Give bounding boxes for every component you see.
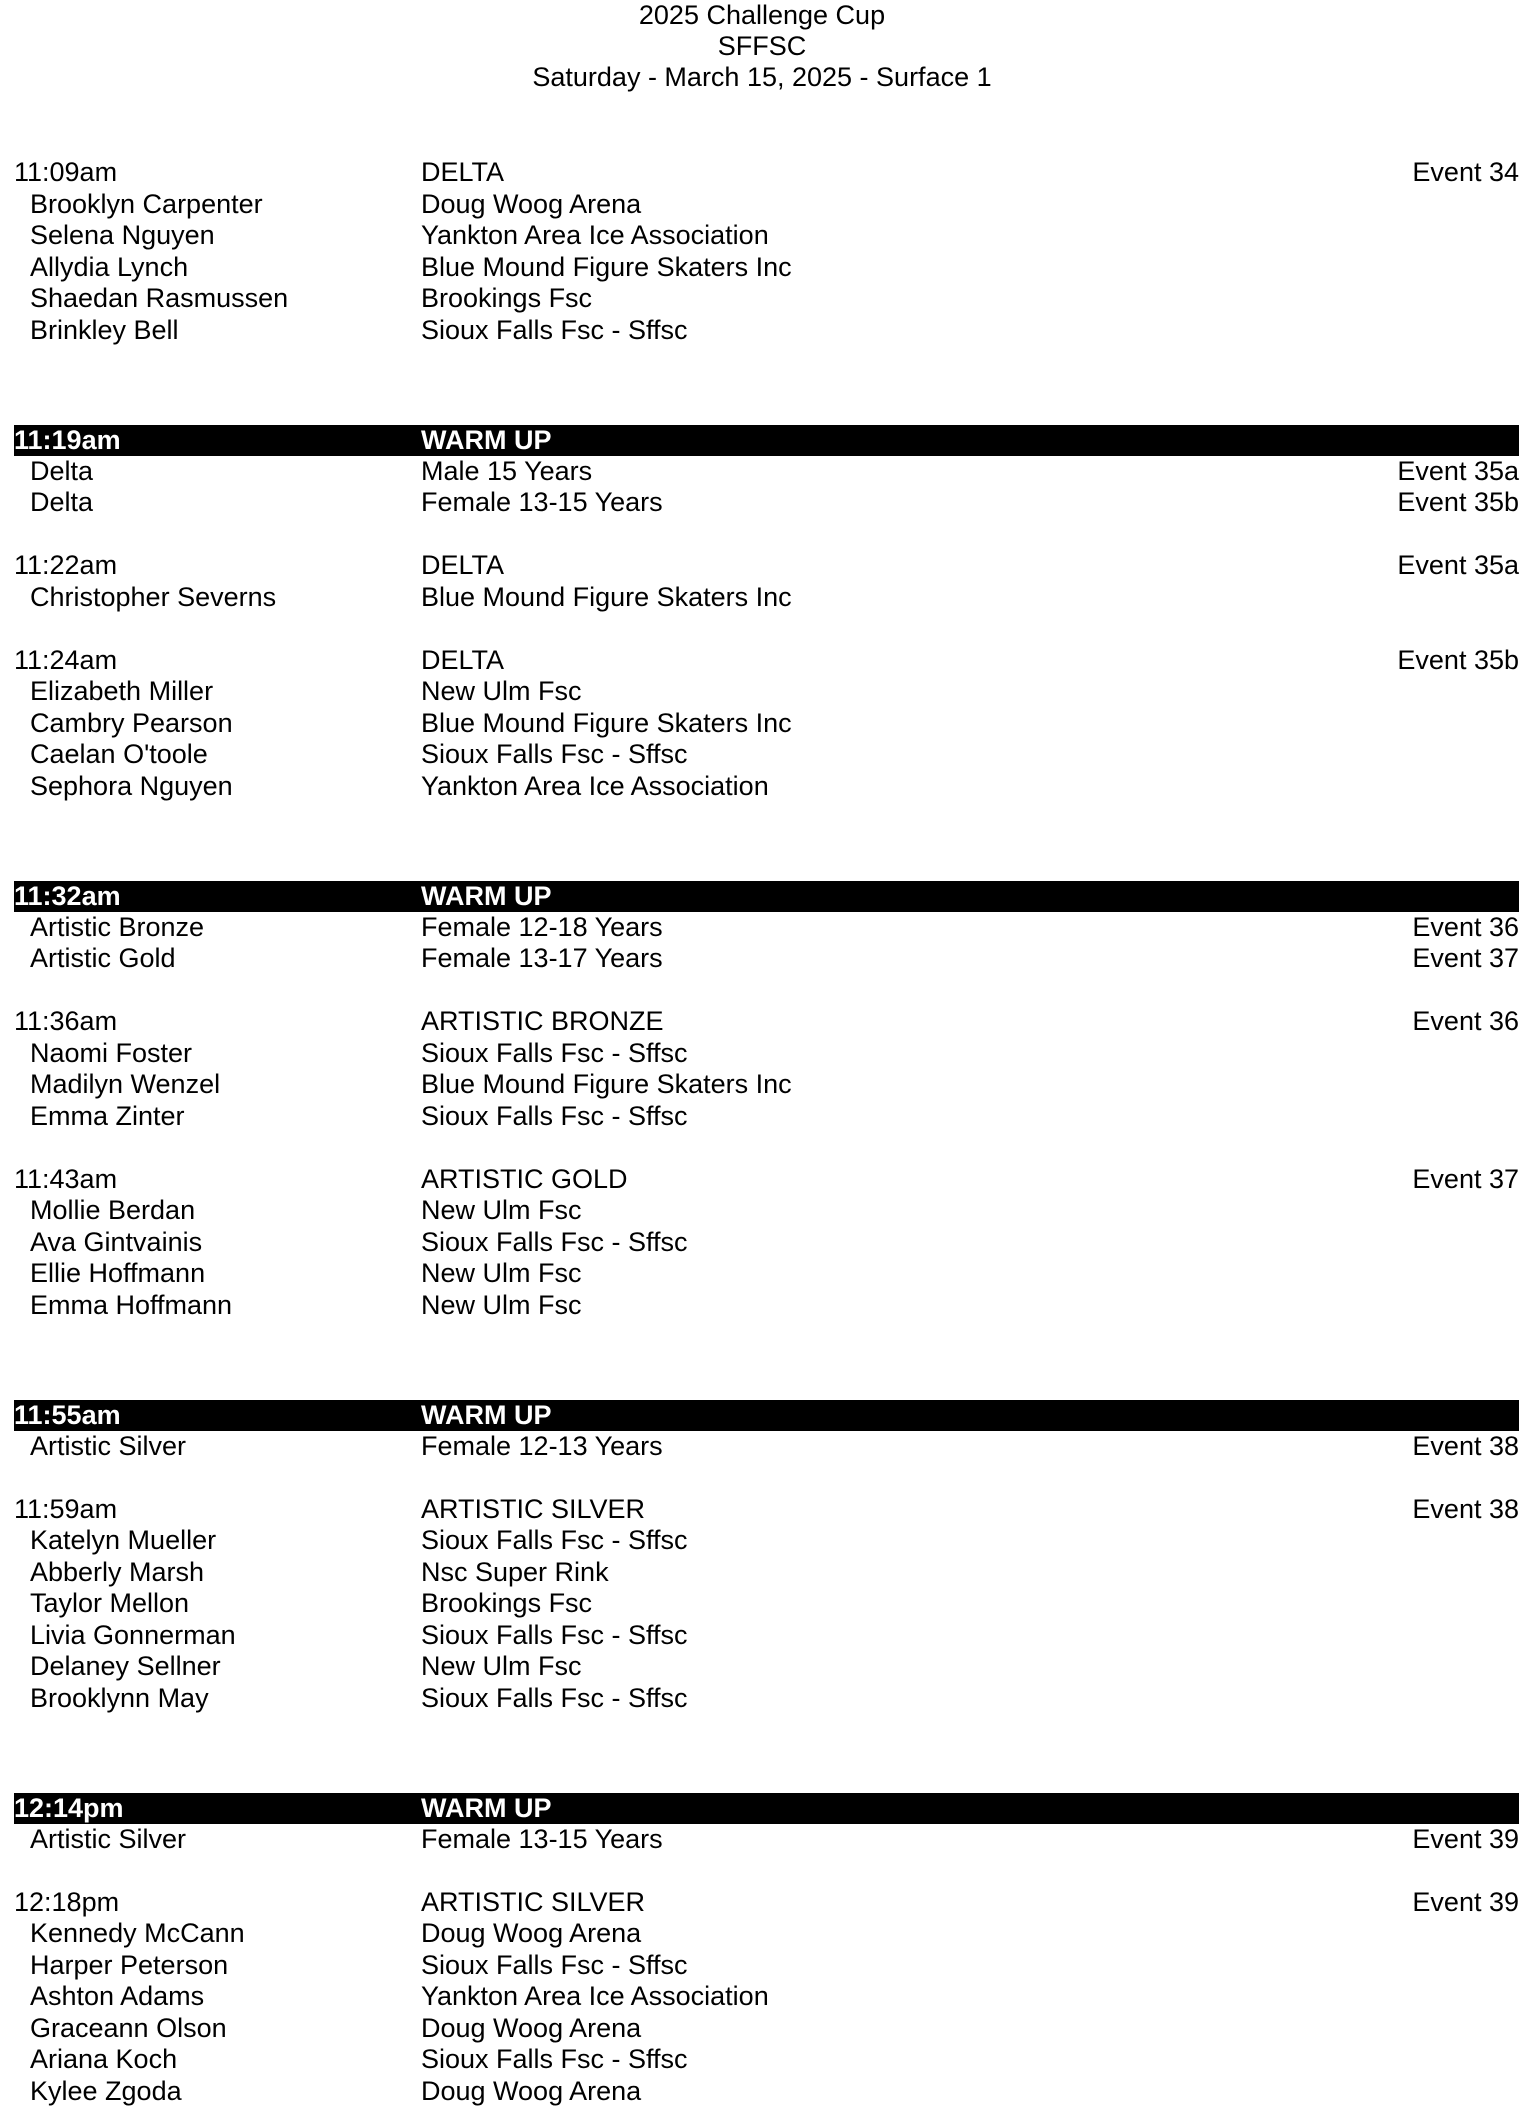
event-number: Event 34 — [1412, 157, 1519, 189]
warmup-category: Female 13-15 Years — [421, 487, 663, 519]
warmup-level: Artistic Silver — [30, 1431, 186, 1463]
event-start-time: 12:18pm — [14, 1887, 119, 1919]
warmup-category: Male 15 Years — [421, 456, 592, 488]
warmup-time: 11:55am — [14, 1400, 121, 1432]
warmup-group-row — [14, 912, 1519, 944]
event-start-time: 11:09am — [14, 157, 117, 189]
warmup-event-number: Event 38 — [1412, 1431, 1519, 1463]
skater-row — [14, 739, 1519, 771]
skater-club: Brookings Fsc — [421, 283, 592, 315]
event-number: Event 37 — [1412, 1164, 1519, 1196]
skater-name: Christopher Severns — [30, 582, 276, 614]
skater-name: Selena Nguyen — [30, 220, 215, 252]
warmup-category: Female 13-17 Years — [421, 943, 663, 975]
spacer — [14, 1761, 1519, 1793]
skater-row — [14, 1290, 1519, 1322]
warmup-category: Female 13-15 Years — [421, 1824, 663, 1856]
skater-club: Sioux Falls Fsc - Sffsc — [421, 1620, 688, 1652]
warmup-level: Artistic Silver — [30, 1824, 186, 1856]
warmup-title: WARM UP — [421, 425, 552, 457]
organization-name: SFFSC — [0, 31, 1524, 62]
skater-club: Sioux Falls Fsc - Sffsc — [421, 739, 688, 771]
event-number: Event 38 — [1412, 1494, 1519, 1526]
skater-name: Emma Hoffmann — [30, 1290, 232, 1322]
skater-name: Madilyn Wenzel — [30, 1069, 220, 1101]
skater-name: Ariana Koch — [30, 2044, 177, 2076]
event-header-row — [14, 1494, 1519, 1526]
warmup-header-bar — [14, 881, 1519, 912]
warmup-event-number: Event 35b — [1397, 487, 1519, 519]
spacer — [14, 519, 1519, 551]
spacer — [14, 1714, 1519, 1761]
spacer — [14, 346, 1519, 393]
warmup-group-row — [14, 1431, 1519, 1463]
skater-name: Brooklynn May — [30, 1683, 209, 1715]
spacer — [14, 1132, 1519, 1164]
skater-club: Yankton Area Ice Association — [421, 771, 769, 803]
skater-club: Doug Woog Arena — [421, 2076, 641, 2107]
event-level-title: DELTA — [421, 157, 504, 189]
warmup-event-number: Event 35a — [1397, 456, 1519, 488]
spacer — [14, 975, 1519, 1007]
skater-row — [14, 252, 1519, 284]
warmup-group-row — [14, 943, 1519, 975]
skater-row — [14, 1651, 1519, 1683]
event-start-time: 11:59am — [14, 1494, 117, 1526]
skater-club: Yankton Area Ice Association — [421, 220, 769, 252]
warmup-title: WARM UP — [421, 881, 552, 913]
event-start-time: 11:22am — [14, 550, 117, 582]
skater-name: Taylor Mellon — [30, 1588, 189, 1620]
event-header-row — [14, 550, 1519, 582]
skater-row — [14, 1981, 1519, 2013]
skater-club: Sioux Falls Fsc - Sffsc — [421, 1683, 688, 1715]
page-title: 2025 Challenge Cup — [0, 0, 1524, 31]
skater-name: Katelyn Mueller — [30, 1525, 216, 1557]
skater-club: Sioux Falls Fsc - Sffsc — [421, 1227, 688, 1259]
event-start-time: 11:24am — [14, 645, 117, 677]
skater-row — [14, 1588, 1519, 1620]
skater-row — [14, 676, 1519, 708]
event-level-title: DELTA — [421, 550, 504, 582]
event-level-title: DELTA — [421, 645, 504, 677]
skater-name: Abberly Marsh — [30, 1557, 204, 1589]
skater-row — [14, 1918, 1519, 1950]
event-start-time: 11:36am — [14, 1006, 117, 1038]
skater-name: Brinkley Bell — [30, 315, 179, 347]
skater-name: Brooklyn Carpenter — [30, 189, 263, 221]
skater-row — [14, 1258, 1519, 1290]
skater-club: New Ulm Fsc — [421, 1258, 582, 1290]
skater-club: Doug Woog Arena — [421, 2013, 641, 2045]
skater-club: New Ulm Fsc — [421, 1651, 582, 1683]
skater-club: Yankton Area Ice Association — [421, 1981, 769, 2013]
skater-name: Livia Gonnerman — [30, 1620, 236, 1652]
spacer — [14, 802, 1519, 849]
skater-name: Cambry Pearson — [30, 708, 233, 740]
skater-name: Sephora Nguyen — [30, 771, 233, 803]
skater-club: Blue Mound Figure Skaters Inc — [421, 582, 792, 614]
skater-name: Caelan O'toole — [30, 739, 208, 771]
schedule-list — [14, 157, 1519, 2107]
skater-row — [14, 708, 1519, 740]
skater-club: Sioux Falls Fsc - Sffsc — [421, 1950, 688, 1982]
skater-row — [14, 189, 1519, 221]
warmup-category: Female 12-18 Years — [421, 912, 663, 944]
warmup-category: Female 12-13 Years — [421, 1431, 663, 1463]
skater-name: Allydia Lynch — [30, 252, 188, 284]
warmup-title: WARM UP — [421, 1400, 552, 1432]
skater-row — [14, 1525, 1519, 1557]
event-header-row — [14, 157, 1519, 189]
date-surface-line: Saturday - March 15, 2025 - Surface 1 — [0, 62, 1524, 93]
skater-row — [14, 1557, 1519, 1589]
event-header-row — [14, 1887, 1519, 1919]
skater-name: Emma Zinter — [30, 1101, 185, 1133]
warmup-event-number: Event 39 — [1412, 1824, 1519, 1856]
skater-name: Delaney Sellner — [30, 1651, 221, 1683]
warmup-group-row — [14, 487, 1519, 519]
skater-row — [14, 2013, 1519, 2045]
skater-club: Blue Mound Figure Skaters Inc — [421, 252, 792, 284]
warmup-level: Artistic Bronze — [30, 912, 204, 944]
warmup-level: Delta — [30, 487, 93, 519]
skater-name: Kylee Zgoda — [30, 2076, 182, 2107]
spacer — [14, 1462, 1519, 1494]
skater-row — [14, 582, 1519, 614]
skater-name: Ashton Adams — [30, 1981, 204, 2013]
event-number: Event 36 — [1412, 1006, 1519, 1038]
event-header-row — [14, 1006, 1519, 1038]
skater-row — [14, 1038, 1519, 1070]
warmup-event-number: Event 37 — [1412, 943, 1519, 975]
skater-row — [14, 1950, 1519, 1982]
spacer — [14, 849, 1519, 881]
skater-club: Sioux Falls Fsc - Sffsc — [421, 2044, 688, 2076]
event-number: Event 35a — [1397, 550, 1519, 582]
event-level-title: ARTISTIC SILVER — [421, 1494, 645, 1526]
spacer — [14, 613, 1519, 645]
spacer — [14, 393, 1519, 425]
skater-club: Blue Mound Figure Skaters Inc — [421, 708, 792, 740]
skater-row — [14, 771, 1519, 803]
skater-name: Graceann Olson — [30, 2013, 227, 2045]
skater-name: Ava Gintvainis — [30, 1227, 202, 1259]
skater-row — [14, 283, 1519, 315]
event-number: Event 39 — [1412, 1887, 1519, 1919]
event-level-title: ARTISTIC BRONZE — [421, 1006, 664, 1038]
skater-row — [14, 2076, 1519, 2107]
skater-name: Elizabeth Miller — [30, 676, 213, 708]
skater-name: Naomi Foster — [30, 1038, 192, 1070]
event-header-row — [14, 1164, 1519, 1196]
skater-club: Nsc Super Rink — [421, 1557, 609, 1589]
skater-row — [14, 220, 1519, 252]
warmup-time: 11:32am — [14, 881, 121, 913]
skater-name: Harper Peterson — [30, 1950, 228, 1982]
warmup-title: WARM UP — [421, 1793, 552, 1825]
skater-name: Kennedy McCann — [30, 1918, 245, 1950]
warmup-time: 11:19am — [14, 425, 121, 457]
spacer — [14, 1855, 1519, 1887]
skater-club: Sioux Falls Fsc - Sffsc — [421, 1101, 688, 1133]
warmup-group-row — [14, 1824, 1519, 1856]
warmup-event-number: Event 36 — [1412, 912, 1519, 944]
warmup-level: Artistic Gold — [30, 943, 176, 975]
event-level-title: ARTISTIC GOLD — [421, 1164, 628, 1196]
skater-club: Doug Woog Arena — [421, 189, 641, 221]
skater-club: New Ulm Fsc — [421, 676, 582, 708]
skater-club: Brookings Fsc — [421, 1588, 592, 1620]
spacer — [14, 1368, 1519, 1400]
skater-name: Mollie Berdan — [30, 1195, 195, 1227]
warmup-header-bar — [14, 1793, 1519, 1824]
skater-club: New Ulm Fsc — [421, 1290, 582, 1322]
warmup-header-bar — [14, 1400, 1519, 1431]
skater-club: New Ulm Fsc — [421, 1195, 582, 1227]
schedule-header — [0, 0, 1524, 93]
warmup-time: 12:14pm — [14, 1793, 124, 1825]
skater-name: Ellie Hoffmann — [30, 1258, 205, 1290]
skater-row — [14, 2044, 1519, 2076]
skater-row — [14, 1683, 1519, 1715]
warmup-header-bar — [14, 425, 1519, 456]
skater-club: Doug Woog Arena — [421, 1918, 641, 1950]
skater-row — [14, 1101, 1519, 1133]
event-header-row — [14, 645, 1519, 677]
skater-club: Sioux Falls Fsc - Sffsc — [421, 1525, 688, 1557]
skater-row — [14, 1195, 1519, 1227]
skater-club: Blue Mound Figure Skaters Inc — [421, 1069, 792, 1101]
warmup-group-row — [14, 456, 1519, 488]
skater-club: Sioux Falls Fsc - Sffsc — [421, 1038, 688, 1070]
skater-club: Sioux Falls Fsc - Sffsc — [421, 315, 688, 347]
event-number: Event 35b — [1397, 645, 1519, 677]
warmup-level: Delta — [30, 456, 93, 488]
event-level-title: ARTISTIC SILVER — [421, 1887, 645, 1919]
skater-name: Shaedan Rasmussen — [30, 283, 288, 315]
event-start-time: 11:43am — [14, 1164, 117, 1196]
skater-row — [14, 1227, 1519, 1259]
skater-row — [14, 315, 1519, 347]
skater-row — [14, 1620, 1519, 1652]
skater-row — [14, 1069, 1519, 1101]
spacer — [14, 1321, 1519, 1368]
